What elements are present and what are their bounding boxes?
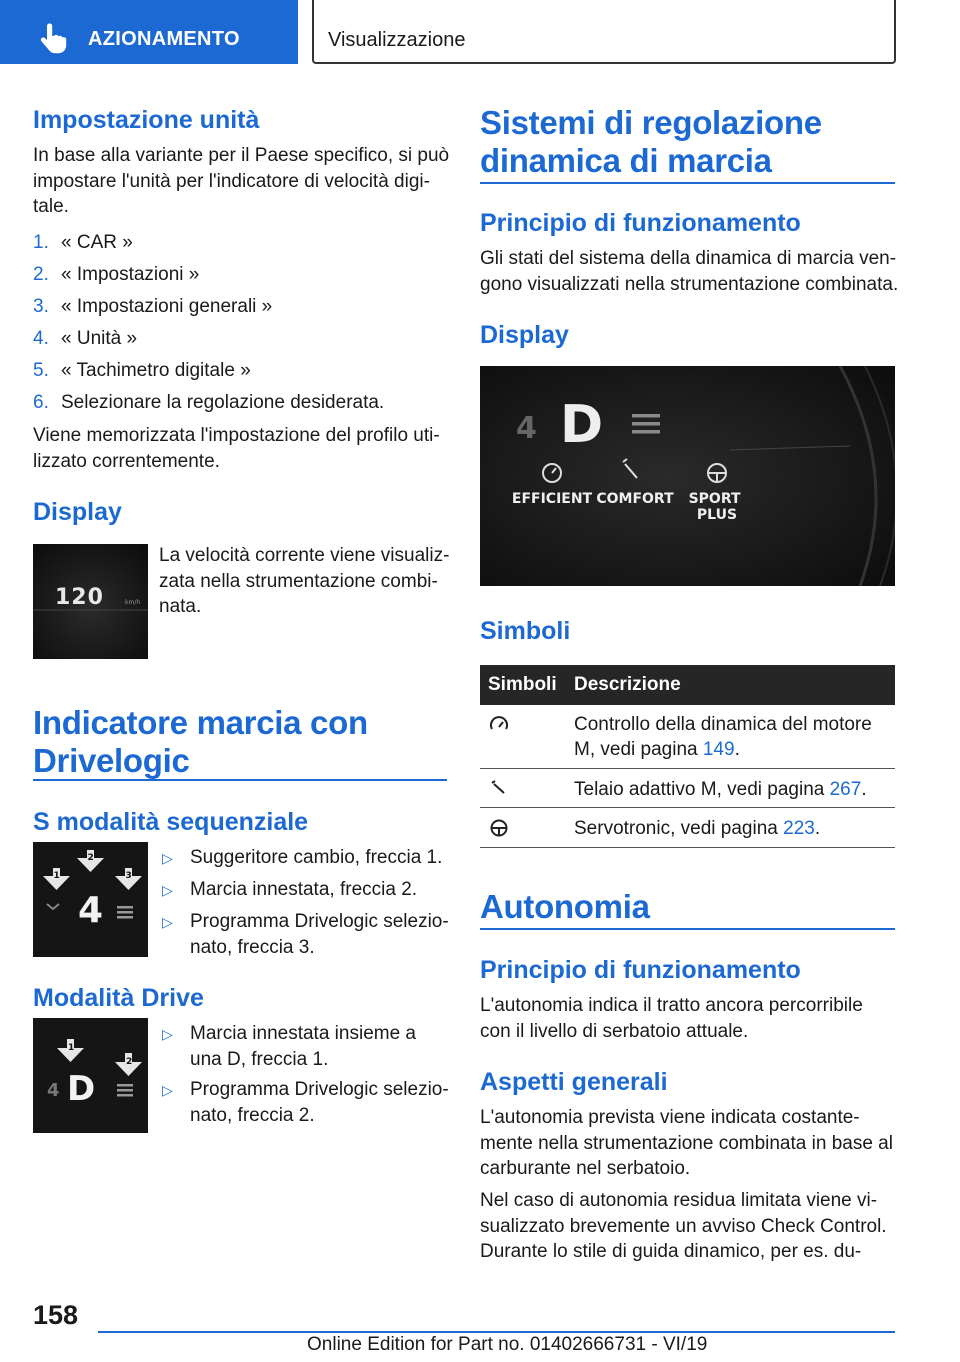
heading-line: Drivelogic xyxy=(33,742,190,779)
section-tab[interactable] xyxy=(0,0,298,64)
mode-label-comfort: COMFORT xyxy=(596,491,674,507)
heading-line: dinamica di marcia xyxy=(480,142,772,179)
bullet-line: Programma Drivelogic selezio- xyxy=(190,1079,449,1100)
bullet-line: una D, freccia 1. xyxy=(190,1048,329,1070)
gear-letter: D xyxy=(560,395,604,455)
triangle-bullet-icon: ▷ xyxy=(162,1082,173,1098)
suspension-icon xyxy=(489,780,509,796)
unit-paragraph xyxy=(33,143,453,220)
range-principle-paragraph xyxy=(480,993,900,1044)
topic-box xyxy=(312,0,896,64)
cell-line: Controllo della dinamica del motore xyxy=(574,714,872,735)
step-number: 6. xyxy=(33,392,49,413)
cell-line: Telaio adattivo M, vedi pagina xyxy=(574,779,830,800)
bullet-line: Marcia innestata insieme a xyxy=(190,1023,416,1044)
general-line: mente nella strumentazione combinata in base al xyxy=(480,1132,893,1154)
hand-pointer-icon xyxy=(36,22,70,56)
page-link[interactable]: 267 xyxy=(829,779,862,800)
cell-line: M, vedi pagina xyxy=(574,739,703,760)
bullet-text xyxy=(190,1021,416,1072)
symbols-heading: Simboli xyxy=(480,617,571,645)
saved-line: Viene memorizzata l'impostazione del profilo uti- xyxy=(33,425,440,446)
step-number: 5. xyxy=(33,360,49,381)
topic-label: Visualizzazione xyxy=(328,29,466,51)
step-text: « CAR » xyxy=(61,232,133,253)
display-line: zata nella strumentazione combi- xyxy=(159,570,438,592)
row-divider xyxy=(480,847,895,848)
triangle-bullet-icon: ▷ xyxy=(162,914,173,930)
principle-paragraph xyxy=(480,246,900,297)
heading-line: Indicatore marcia con xyxy=(33,704,368,741)
general-paragraph xyxy=(480,1105,900,1182)
symbols-table-header xyxy=(480,665,895,705)
speed-display-graphic xyxy=(33,544,148,659)
bullet-line: nato, freccia 3. xyxy=(190,936,315,958)
principle-line: gono visualizzati nella strumentazione combinata. xyxy=(480,273,899,295)
display-line: La velocità corrente viene visualiz- xyxy=(159,545,450,566)
table-cell xyxy=(574,777,894,802)
arrow-label: 1 xyxy=(68,1043,75,1053)
speed-value: 120 xyxy=(55,585,104,610)
arrow-label: 3 xyxy=(125,871,132,881)
arrow-label: 2 xyxy=(126,1057,133,1067)
bullet-text xyxy=(190,1077,449,1128)
row-divider xyxy=(480,807,895,808)
display-line: nata. xyxy=(159,596,202,617)
section-divider xyxy=(33,779,447,781)
general-line: L'autonomia prevista viene indicata costante- xyxy=(480,1107,860,1128)
general-line: carburante nel serbatoio. xyxy=(480,1158,691,1179)
column-header: Descrizione xyxy=(574,674,681,695)
table-cell xyxy=(574,816,894,841)
step-number: 2. xyxy=(33,264,49,285)
instrument-cluster-graphic xyxy=(480,366,895,586)
s-mode-heading: S modalità sequenziale xyxy=(33,808,309,836)
step-number: 1. xyxy=(33,232,49,253)
general-line: sualizzato brevemente un avviso Check Control. xyxy=(480,1215,887,1237)
table-cell xyxy=(574,712,894,762)
s-mode-image xyxy=(33,842,148,957)
step-text: Selezionare la regolazione desiderata. xyxy=(61,392,385,413)
bullet-text xyxy=(190,909,449,960)
triangle-bullet-icon: ▷ xyxy=(162,850,173,866)
instrument-cluster-image xyxy=(480,366,895,586)
range-line: L'autonomia indica il tratto ancora percorribile xyxy=(480,995,863,1016)
page-link[interactable]: 223 xyxy=(783,818,815,839)
triangle-bullet-icon: ▷ xyxy=(162,1026,173,1042)
unit-heading: Impostazione unità xyxy=(33,106,260,134)
step-text: « Tachimetro digitale » xyxy=(61,360,251,381)
page-number: 158 xyxy=(33,1300,79,1330)
gear-number-small: 4 xyxy=(516,411,537,446)
page-link[interactable]: 149 xyxy=(702,739,735,760)
steering-wheel-icon xyxy=(489,819,509,837)
step-text: « Impostazioni » xyxy=(61,264,200,285)
cell-suffix: . xyxy=(734,739,740,760)
s-mode-graphic xyxy=(33,842,148,957)
section-divider xyxy=(480,928,895,930)
bullet-text: Suggeritore cambio, freccia 1. xyxy=(190,847,443,868)
display-heading-left: Display xyxy=(33,498,122,526)
speed-display-image xyxy=(33,544,148,659)
speed-unit: km/h xyxy=(125,599,141,606)
unit-line: tale. xyxy=(33,196,69,217)
gear-letter: D xyxy=(67,1069,96,1109)
column-header: Simboli xyxy=(488,674,557,695)
arrow-label: 2 xyxy=(87,853,94,863)
step-number: 3. xyxy=(33,296,49,317)
principle-line: Gli stati del sistema della dinamica di marcia ven- xyxy=(480,248,897,269)
section-divider xyxy=(480,182,895,184)
bullet-text: Marcia innestata, freccia 2. xyxy=(190,879,418,900)
gauge-icon xyxy=(489,716,509,732)
step-number: 4. xyxy=(33,328,49,349)
mode-label-sport-plus: SPORT PLUS xyxy=(688,491,741,523)
principle-heading: Principio di funzionamento xyxy=(480,209,801,237)
cell-suffix: . xyxy=(814,818,821,839)
range-heading: Autonomia xyxy=(480,888,650,925)
mode-label-efficient: EFFICIENT xyxy=(511,491,593,507)
general-heading: Aspetti generali xyxy=(480,1068,668,1096)
bullet-line: nato, freccia 2. xyxy=(190,1104,315,1126)
triangle-bullet-icon: ▷ xyxy=(162,882,173,898)
bullet-line: Programma Drivelogic selezio- xyxy=(190,911,449,932)
arrow-label: 1 xyxy=(53,871,60,881)
unit-line: In base alla variante per il Paese specifico, si può xyxy=(33,145,450,166)
range-line: con il livello di serbatoio attuale. xyxy=(480,1020,749,1042)
footer-divider xyxy=(98,1331,895,1333)
gear-number: 4 xyxy=(78,890,104,931)
general-line: Nel caso di autonomia residua limitata viene vi- xyxy=(480,1190,878,1211)
heading-line: Sistemi di regolazione xyxy=(480,104,822,141)
dynamic-systems-heading xyxy=(480,104,900,180)
step-text: « Unità » xyxy=(61,328,138,349)
section-label: AZIONAMENTO xyxy=(88,28,240,50)
drive-mode-graphic xyxy=(33,1018,148,1133)
row-divider xyxy=(480,768,895,769)
gear-number-small: 4 xyxy=(47,1080,60,1101)
cell-suffix: . xyxy=(861,779,867,800)
gear-indicator-heading xyxy=(33,704,453,780)
cell-line: Servotronic, vedi pagina xyxy=(574,818,784,839)
display-paragraph-left xyxy=(159,543,454,620)
saved-line: lizzato correntemente. xyxy=(33,450,220,472)
range-principle-heading: Principio di funzionamento xyxy=(480,956,801,984)
general-paragraph-2 xyxy=(480,1188,900,1265)
display-heading-right: Display xyxy=(480,321,569,349)
saved-paragraph xyxy=(33,423,453,474)
step-text: « Impostazioni generali » xyxy=(61,296,273,317)
drive-mode-heading: Modalità Drive xyxy=(33,984,204,1012)
unit-line: impostare l'unità per l'indicatore di velocità digi- xyxy=(33,170,430,192)
edition-note: Online Edition for Part no. 01402666731 - VI/19 xyxy=(307,1334,708,1355)
general-line: Durante lo stile di guida dinamico, per es. du- xyxy=(480,1241,862,1262)
drive-mode-image xyxy=(33,1018,148,1133)
